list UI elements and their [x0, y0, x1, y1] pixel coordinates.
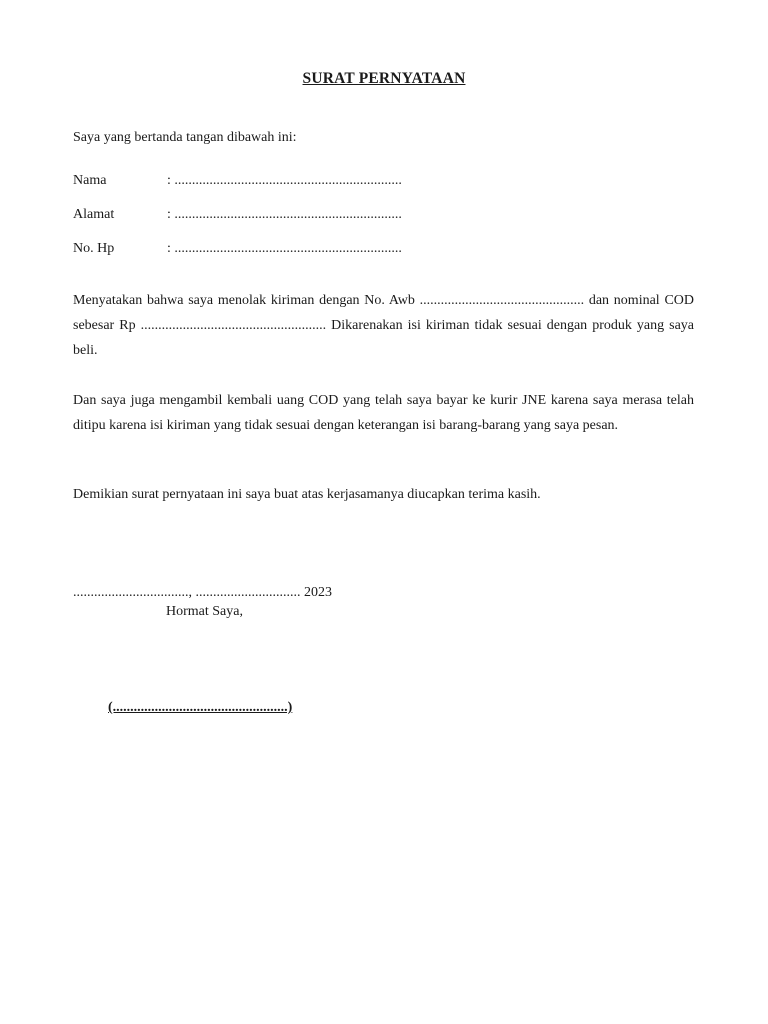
signature-line: (..................................................) — [108, 700, 293, 715]
field-label-nohp: No. Hp — [73, 241, 115, 256]
field-label-nama: Nama — [73, 173, 107, 188]
field-value-alamat: : ................................................................. — [167, 207, 402, 222]
paragraph-refund: Dan saya juga mengambil kembali uang COD yang telah saya bayar ke kurir JNE karena saya merasa telah ditipu karena isi kiriman yang tidak sesuai dengan keterangan isi barang-barang yang saya pesan. — [73, 393, 694, 433]
field-label-alamat: Alamat — [73, 207, 115, 222]
document-title: SURAT PERNYATAAN — [302, 70, 466, 87]
field-value-nohp: : ................................................................. — [167, 241, 402, 256]
intro-text: Saya yang bertanda tangan dibawah ini: — [73, 130, 297, 145]
paragraph-closing: Demikian surat pernyataan ini saya buat atas kerjasamanya diucapkan terima kasih. — [73, 487, 541, 502]
closing-text: Hormat Saya, — [166, 604, 243, 619]
field-value-nama: : ................................................................. — [167, 173, 402, 188]
paragraph-statement: Menyatakan bahwa saya menolak kiriman dengan No. Awb ............................................... dan nominal COD sebesar Rp ..................................................... Dikarenakan isi kiriman tidak sesuai dengan produk yang saya beli. — [73, 293, 694, 358]
date-line: ................................., .............................. 2023 — [73, 585, 332, 600]
